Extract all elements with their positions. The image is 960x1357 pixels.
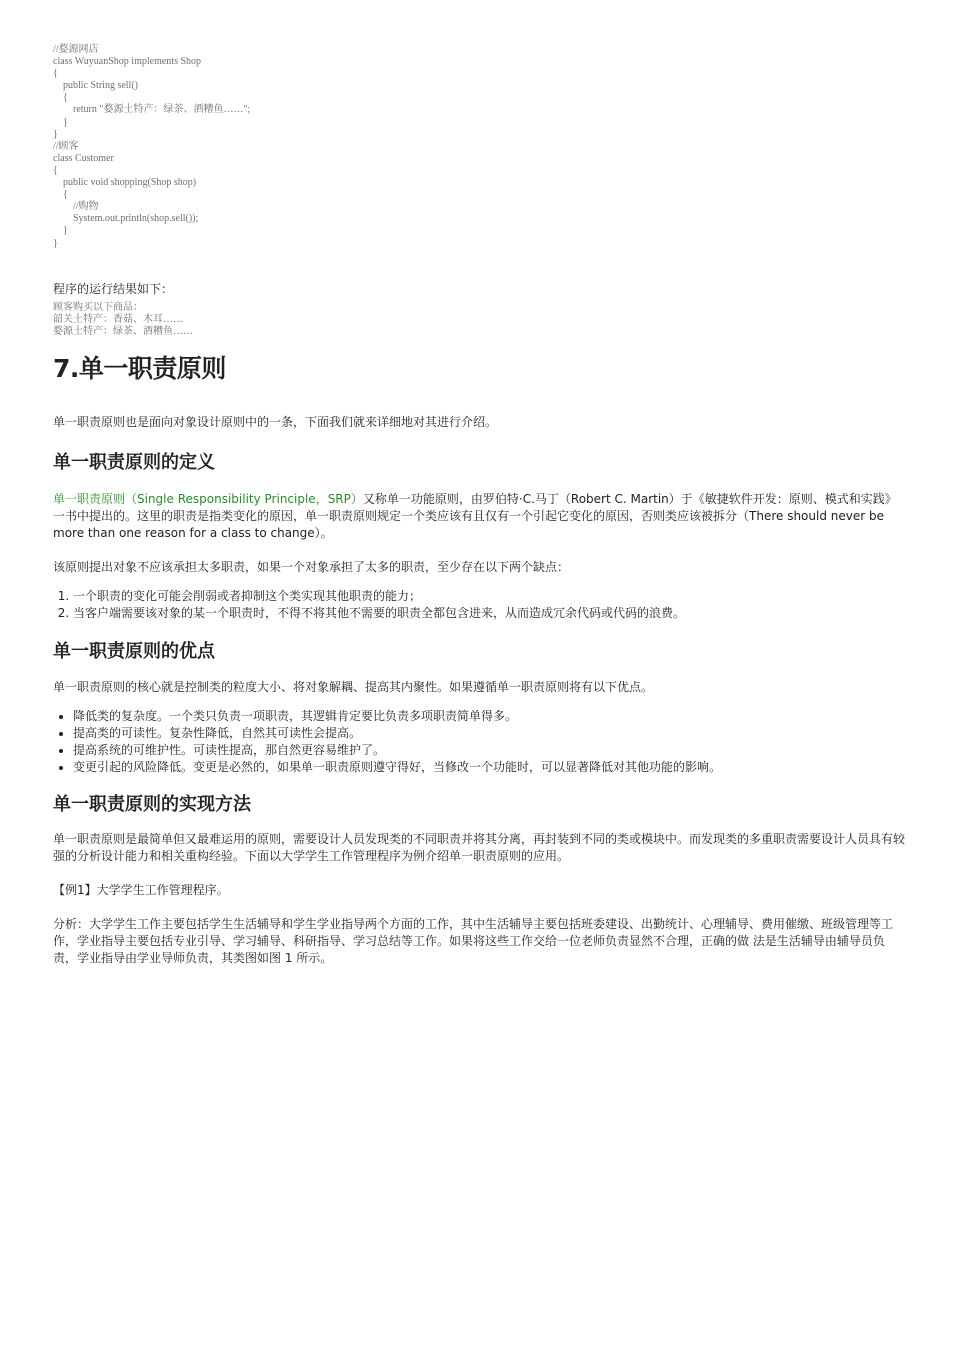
code-line: {	[53, 164, 58, 176]
list-item: • 降低类的复杂度。一个类只负责一项职责，其逻辑肯定要比负责多项职责简单得多。	[73, 708, 908, 725]
code-line: }	[53, 225, 68, 237]
code-line: }	[53, 128, 58, 140]
implementation-paragraph: 单一职责原则是最简单但又最难运用的原则，需要设计人员发现类的不同职责并将其分离，再封装到不同的类或模块中。而发现类的多重职责需要设计人员具有较强的分析设计能力和相关重构经验。下面以大学学生工作管理程序为例介绍单一职责原则的应用。	[53, 832, 906, 864]
code-line: public void shopping(Shop shop)	[53, 177, 197, 189]
srp-link[interactable]: 单一职责原则（Single Responsibility Principle，SRP）	[53, 492, 363, 507]
code-line: System.out.println(shop.sell());	[53, 213, 199, 225]
implementation-heading: 单一职责原则的实现方法	[53, 794, 251, 816]
drawbacks-list	[53, 588, 908, 622]
code-line: public String sell()	[53, 80, 138, 92]
advantages-list	[53, 708, 908, 776]
definition-paragraph	[53, 491, 908, 542]
list-item: 1. 一个职责的变化可能会削弱或者抑制这个类实现其他职责的能力；	[73, 588, 908, 605]
code-line: }	[53, 116, 68, 128]
advantages-heading: 单一职责原则的优点	[53, 641, 215, 663]
intro-paragraph: 单一职责原则也是面向对象设计原则中的一条，下面我们就来详细地对其进行介绍。	[53, 415, 498, 430]
code-line: {	[53, 189, 68, 201]
code-line: //购物	[53, 201, 99, 213]
code-line: }	[53, 237, 58, 249]
list-item: • 提高类的可读性。复杂性降低，自然其可读性会提高。	[73, 725, 908, 742]
list-item: • 提高系统的可维护性。可读性提高，那自然更容易维护了。	[73, 742, 908, 759]
example-label: 【例1】大学学生工作管理程序。	[53, 883, 229, 898]
document-page	[53, 44, 908, 967]
list-item: • 变更引起的风险降低。变更是必然的，如果单一职责原则遵守得好，当修改一个功能时，可以显著降低对其他功能的影响。	[73, 759, 908, 776]
run-result-intro: 程序的运行结果如下：	[53, 282, 174, 296]
section-title: 7.单一职责原则	[53, 354, 226, 384]
list-item: 2. 当客户端需要该对象的某一个职责时，不得不将其他不需要的职责全都包含进来，从而造成冗余代码或代码的浪费。	[73, 605, 908, 622]
code-line: //顾客	[53, 140, 79, 152]
code-block-shop	[53, 44, 908, 251]
code-line: //婺源网店	[53, 44, 99, 55]
code-line: 婺源土特产：绿茶、酒糟鱼……	[53, 326, 193, 338]
code-line: {	[53, 92, 68, 104]
code-line: class WuyuanShop implements Shop	[53, 56, 202, 68]
definition-heading: 单一职责原则的定义	[53, 452, 215, 474]
code-line: class Customer	[53, 152, 114, 164]
code-line: {	[53, 68, 58, 80]
advantages-intro: 单一职责原则的核心就是控制类的粒度大小、将对象解耦、提高其内聚性。如果遵循单一职责原则将有以下优点。	[53, 680, 654, 695]
code-block-output	[53, 302, 908, 338]
code-line: 顾客购买以下商品：	[53, 302, 143, 313]
analysis-paragraph: 分析：大学学生工作主要包括学生生活辅导和学生学业指导两个方面的工作，其中生活辅导主要包括班委建设、出勤统计、心理辅导、费用催缴、班级管理等工作，学业指导主要包括专业引导、学习辅导、科研指导、学习总结等工作。如果将这些工作交给一位老师负责显然不合理，正确的做 法是生活辅导由辅导员负责，学业指导由学业导师负责，其类图如图 1 所示。	[53, 917, 894, 966]
definition-text: 又称单一功能原则，由罗伯特·C.马丁（Robert C. Martin）于《敏捷软件开发：原则、模式和实践》一书中提出的。这里的职责是指类变化的原因，单一职责原则规定一个类应该有且仅有一个引起它变化的原因，否则类应该被拆分（There should never be more than one reason for a class to change）。	[53, 492, 897, 541]
code-line: return "婺源土特产：绿茶、酒糟鱼……";	[53, 104, 251, 116]
code-line: 韶关土特产：香菇、木耳……	[53, 314, 183, 326]
definition-paragraph-2: 该原则提出对象不应该承担太多职责，如果一个对象承担了太多的职责，至少存在以下两个缺点：	[53, 560, 570, 575]
